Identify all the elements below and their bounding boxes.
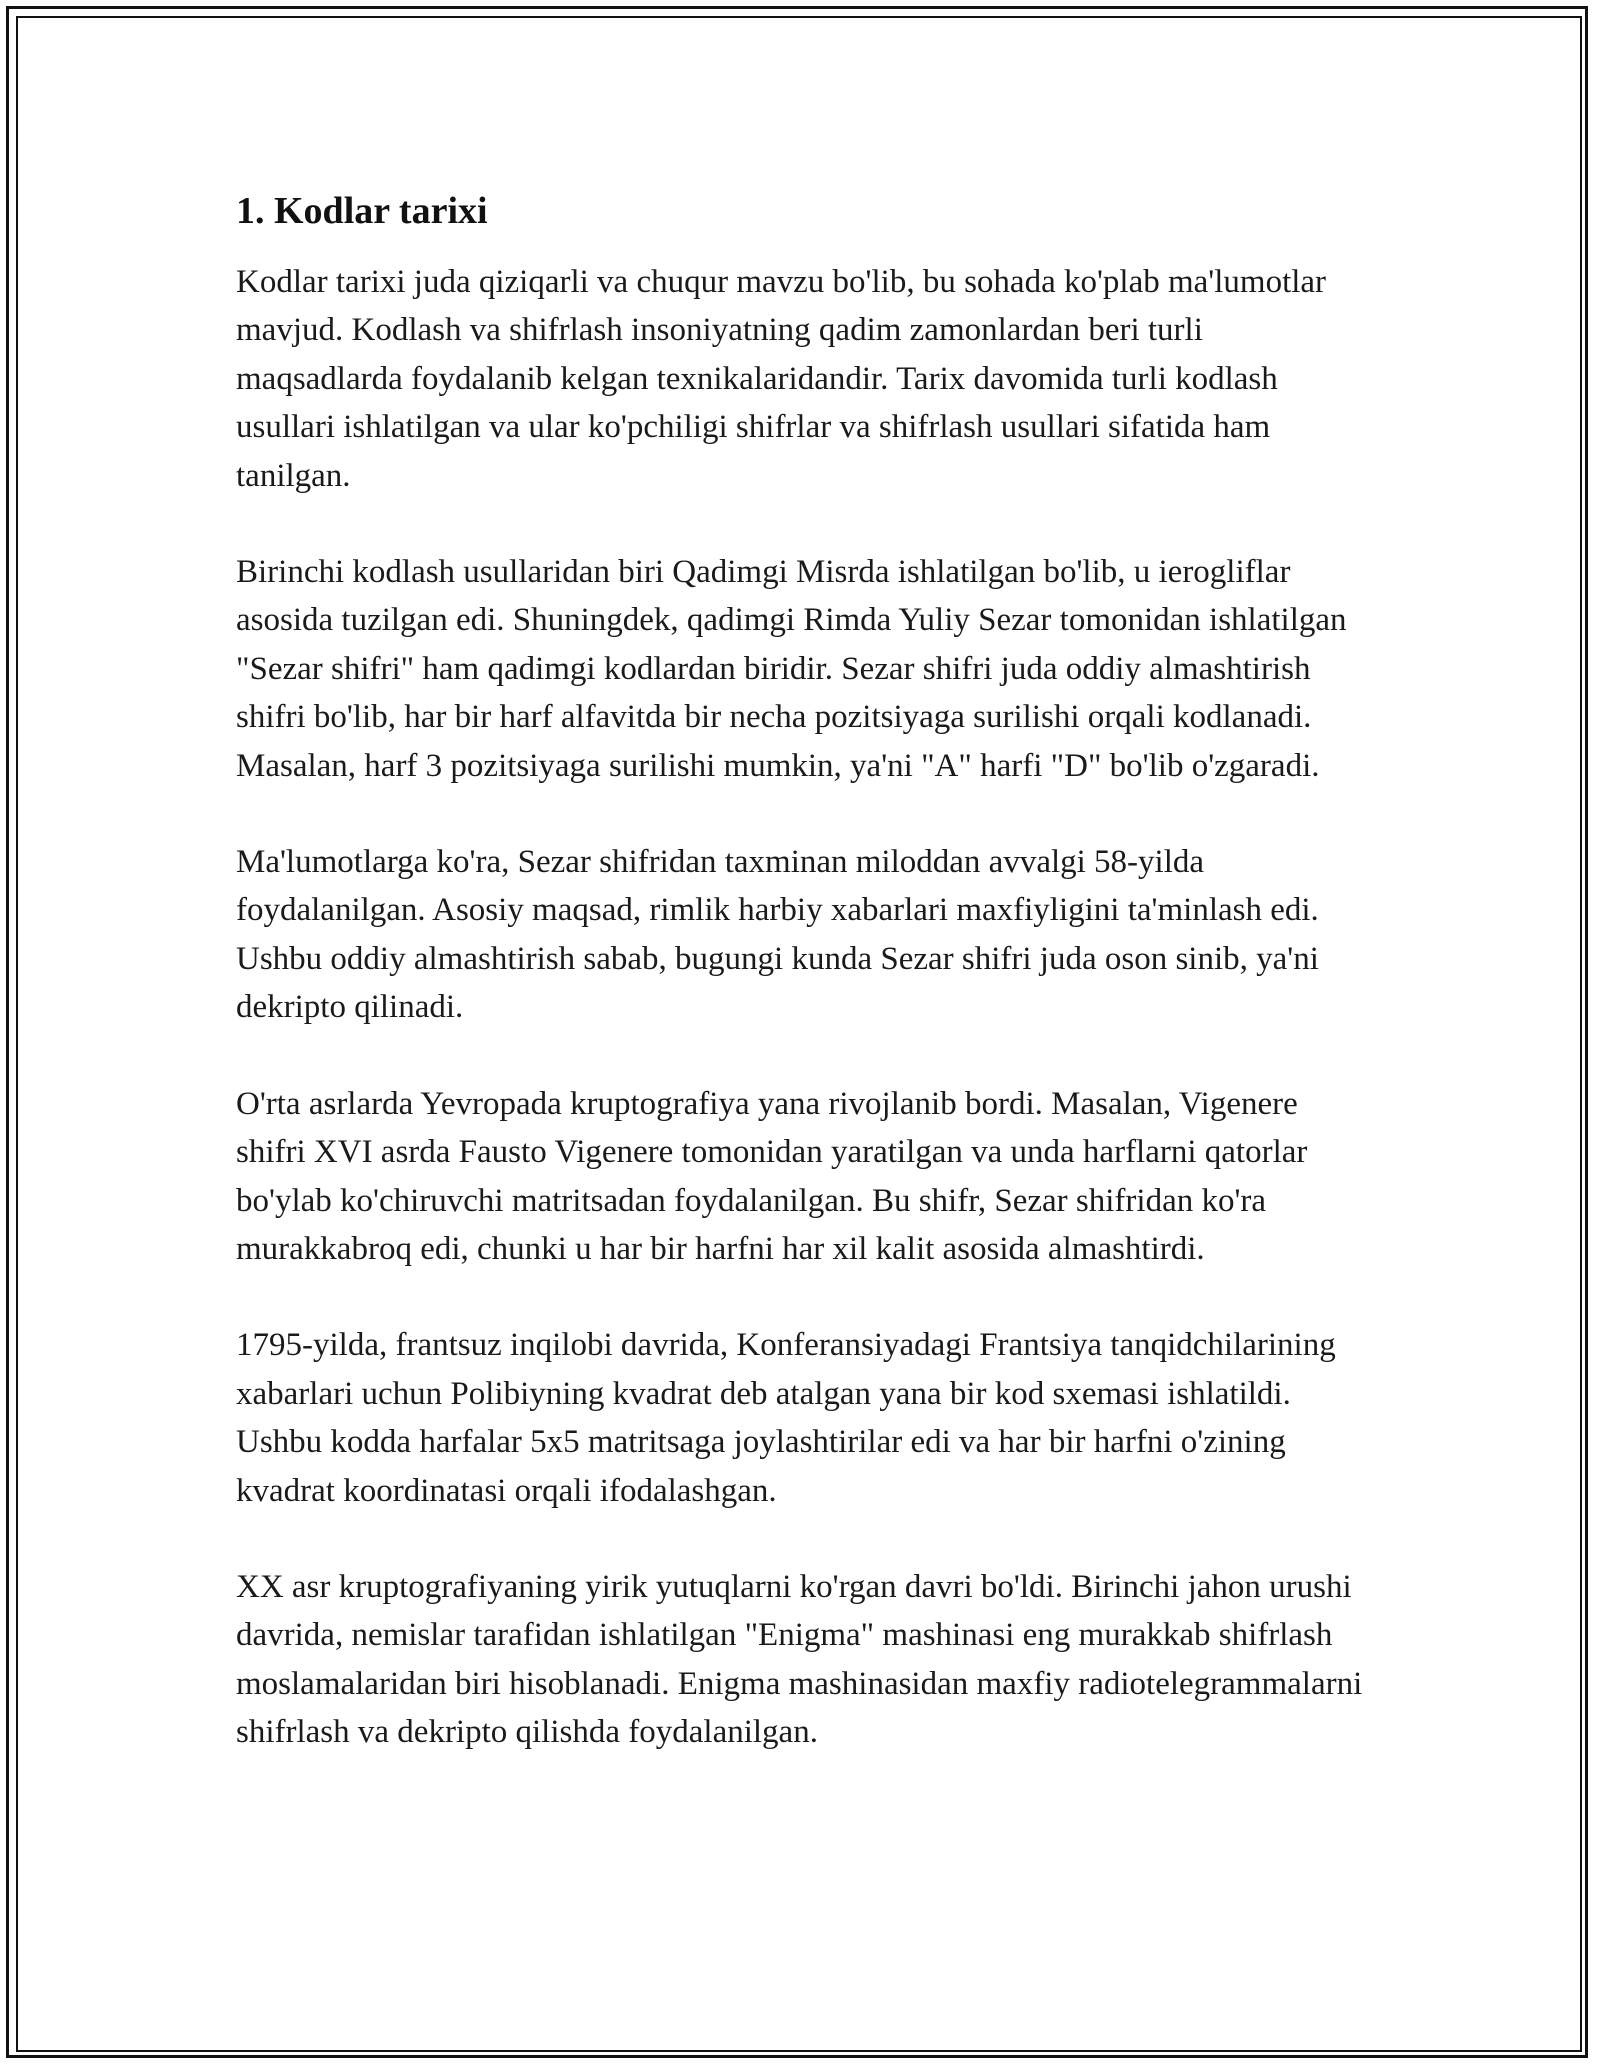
paragraph-enigma: XX asr kruptografiyaning yirik yutuqlarni ko'rgan davri bo'ldi. Birinchi jahon urushi davrida, nemislar tarafidan ishlatilgan "Enigma" mashinasi eng murakkab shifrlash moslamalaridan biri hisoblanadi. Enigma mashinasidan maxfiy radiotelegrammalarni shifrlash va dekripto qilishda foydalanilgan. — [236, 1568, 1363, 1751]
paragraph-vigenere: O'rta asrlarda Yevropada kruptografiya yana rivojlanib bordi. Masalan, Vigenere shifri XVI asrda Fausto Vigenere tomonidan yaratilgan va unda harflarni qatorlar bo'ylab ko'chiruvchi matritsadan foydalanilgan. Bu shifr, Sezar shifridan ko'ra murakkabroq edi, chunki u har bir harfni har xil kalit asosida almashtirdi. — [236, 1085, 1308, 1267]
document-body — [236, 186, 1366, 1805]
paragraph-caesar-cipher: Birinchi kodlash usullaridan biri Qadimgi Misrda ishlatilgan bo'lib, u ierogliflar asosida tuzilgan edi. Shuningdek, qadimgi Rimda Yuliy Sezar tomonidan ishlatilgan "Sezar shifri" ham qadimgi kodlardan biridir. Sezar shifri juda oddiy almashtirish shifri bo'lib, har bir harf alfavitda bir necha pozitsiyaga surilishi orqali kodlanadi. Masalan, harf 3 pozitsiyaga surilishi mumkin, ya'ni "A" harfi "D" bo'lib o'zgaradi. — [236, 554, 1347, 784]
paragraph-polybius: 1795-yilda, frantsuz inqilobi davrida, Konferansiyadagi Frantsiya tanqidchilarining xabarlari uchun Polibiyning kvadrat deb atalgan yana bir kod sxemasi ishlatildi. Ushbu kodda harfalar 5x5 matritsaga joylashtirilar edi va har bir harfni o'zining kvadrat koordinatasi orqali ifodalashgan. — [236, 1327, 1336, 1509]
paragraph-intro: Kodlar tarixi juda qiziqarli va chuqur mavzu bo'lib, bu sohada ko'plab ma'lumotlar mavjud. Kodlash va shifrlash insoniyatning qadim zamonlardan beri turli maqsadlarda foydalanib kelgan texnikalaridandir. Tarix davomida turli kodlash usullari ishlatilgan va ular ko'pchiligi shifrlar va shifrlash usullari sifatida ham tanilgan. — [236, 264, 1327, 494]
section-heading: 1. Kodlar tarixi — [236, 190, 488, 232]
paragraph-caesar-history: Ma'lumotlarga ko'ra, Sezar shifridan taxminan miloddan avvalgi 58-yilda foydalanilgan. Asosiy maqsad, rimlik harbiy xabarlari maxfiyligini ta'minlash edi. Ushbu oddiy almashtirish sabab, bugungi kunda Sezar shifri juda oson sinib, ya'ni dekripto qilinadi. — [236, 844, 1319, 1026]
